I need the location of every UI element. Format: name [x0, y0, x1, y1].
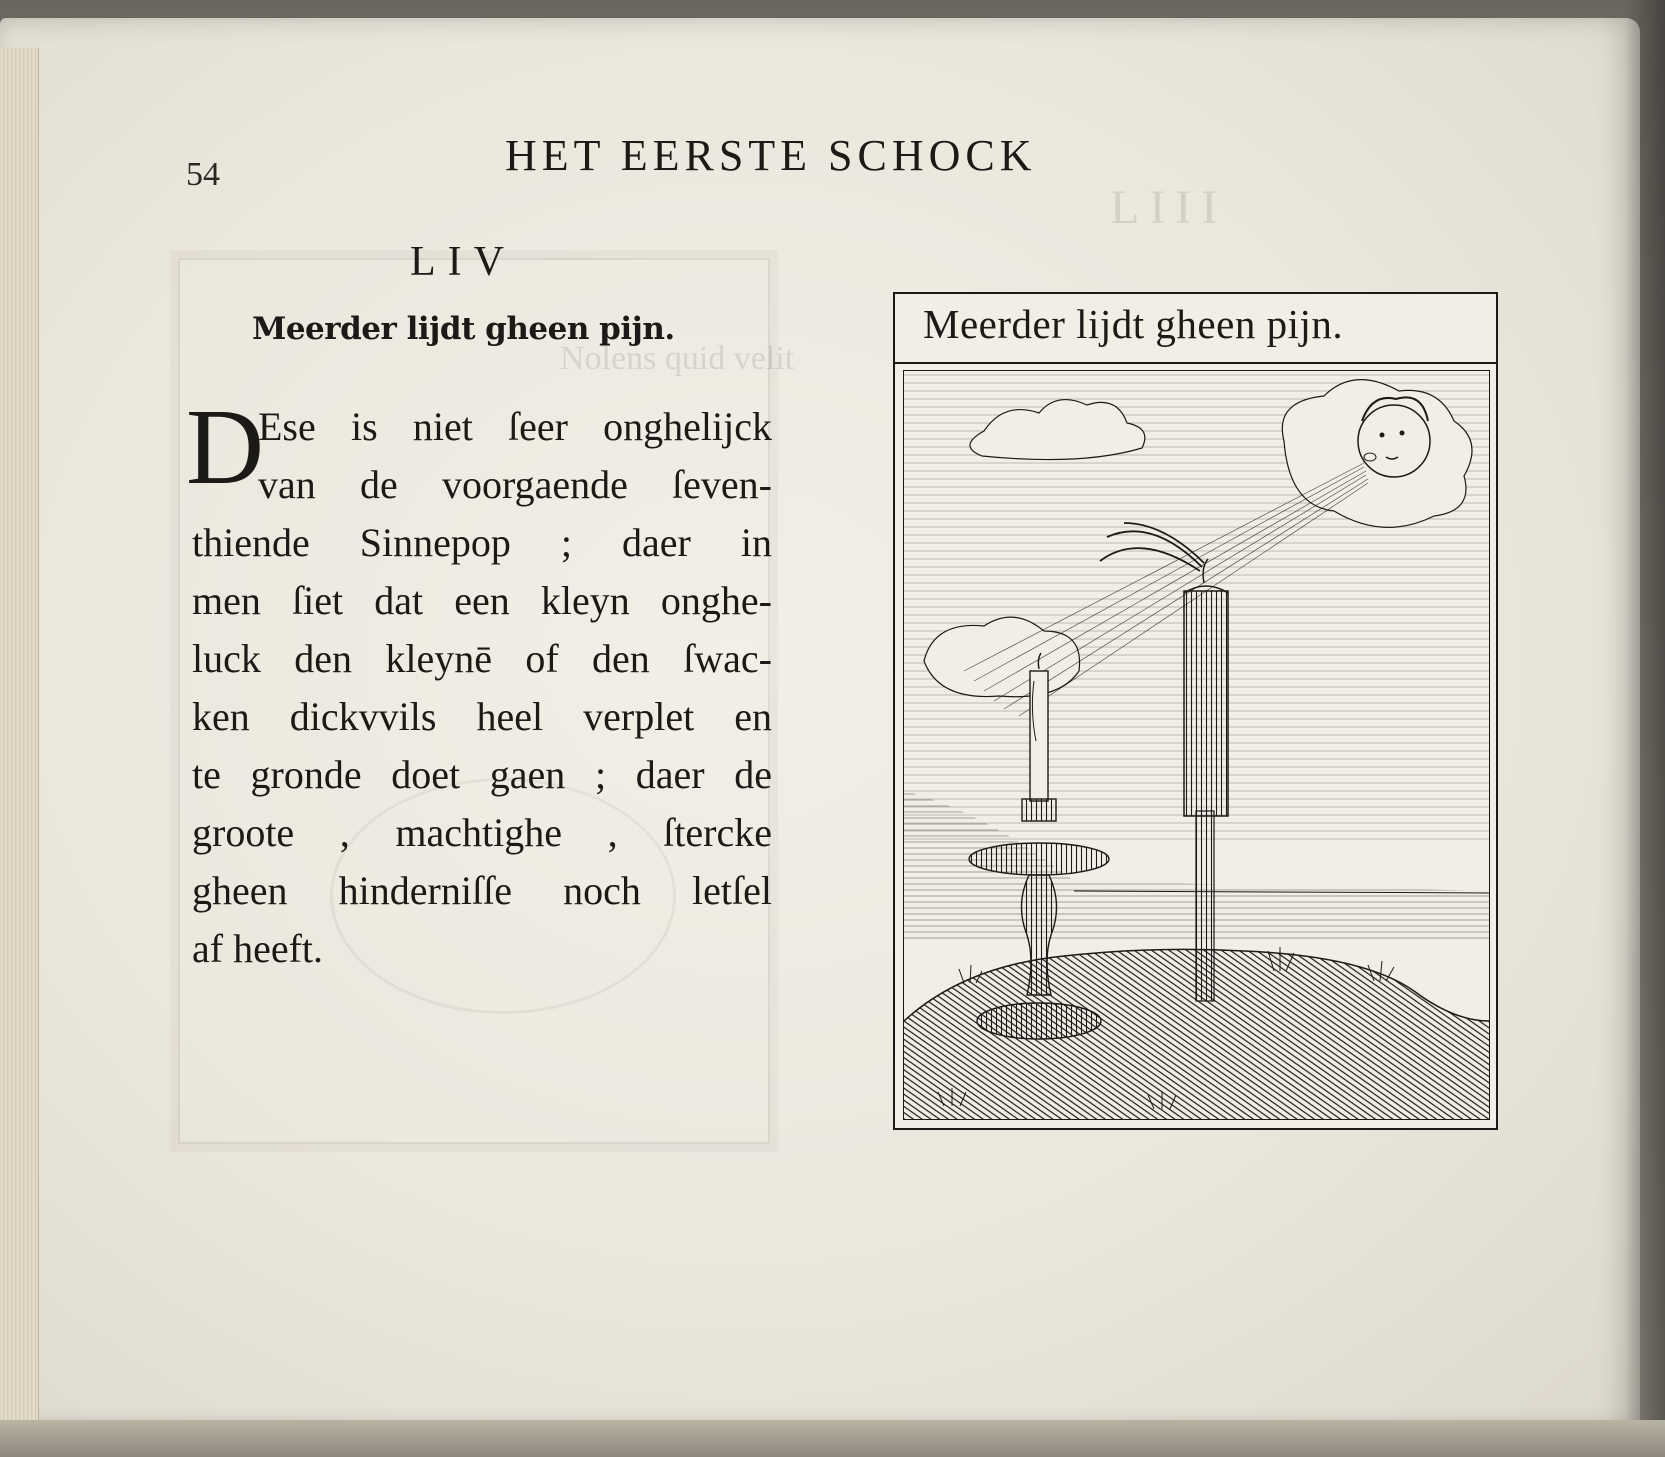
book-page: [0, 18, 1640, 1433]
binding-shadow: [1625, 0, 1665, 1457]
page-edge: [0, 48, 39, 1438]
commentary-line: gheen hinderniſſe noch letſel: [192, 868, 772, 913]
engraving-picture: [903, 370, 1490, 1120]
book-board: [0, 1420, 1665, 1457]
show-through-number: LIII: [1110, 181, 1228, 234]
commentary-line: ken dickvvils heel verplet en: [192, 694, 772, 739]
commentary-line: van de voorgaende ſeven-: [258, 462, 772, 507]
small-candle-icon: [1030, 653, 1048, 801]
engraving-title-band: [895, 294, 1496, 364]
emblem-engraving: [893, 292, 1498, 1130]
emblem-number: LIV: [410, 239, 516, 285]
engraving-title: Meerder lijdt gheen pijn.: [923, 301, 1344, 347]
commentary-line: te gronde doet gaen ; daer de: [192, 752, 772, 797]
page-number: 54: [186, 156, 220, 193]
commentary-line: luck den kleynē of den ſwac-: [192, 636, 772, 681]
running-head: HET EERSTE SCHOCK: [505, 131, 1037, 180]
drop-cap: D: [186, 388, 264, 507]
engraving-scene: [904, 371, 1489, 1119]
commentary-line: men ſiet dat een kleyn onghe-: [192, 578, 772, 623]
commentary-line: af heeft.: [192, 926, 324, 971]
commentary-line: groote , machtighe , ſtercke: [192, 810, 772, 855]
emblem-commentary: [192, 398, 772, 978]
show-through-motto: Nolens quid velit: [560, 340, 795, 377]
commentary-line: thiende Sinnepop ; daer in: [192, 520, 772, 565]
commentary-line: Ese is niet ſeer onghelijck: [258, 404, 772, 449]
emblem-motto: Meerder lijdt gheen pijn.: [252, 311, 675, 347]
